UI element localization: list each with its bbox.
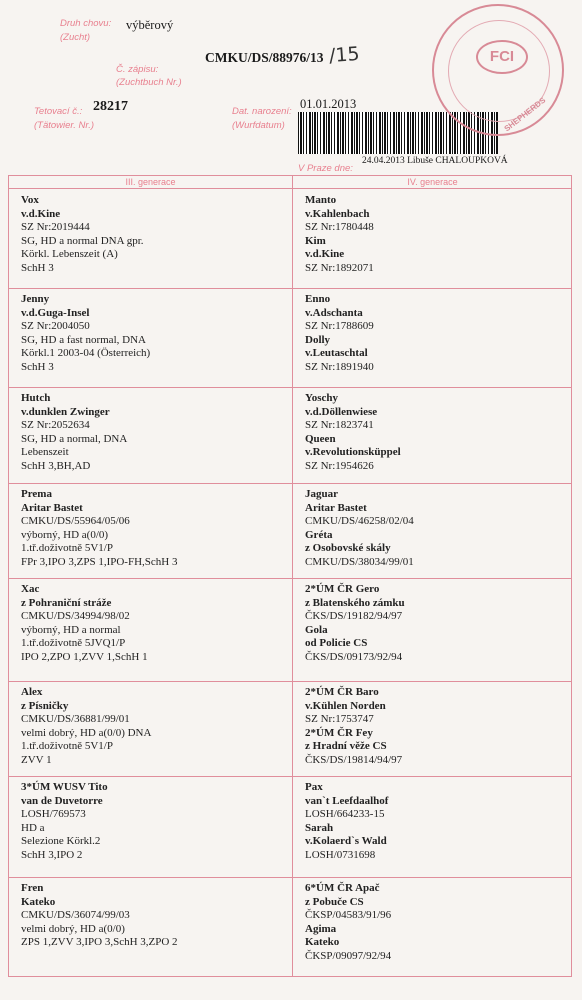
column-divider	[292, 176, 293, 976]
ancestor-name: v.Kahlenbach	[305, 207, 370, 220]
ancestor-name: Kim	[305, 234, 326, 247]
zapis-label-de: (Zuchtbuch Nr.)	[116, 77, 182, 88]
ancestor-name: Gola	[305, 623, 328, 636]
ancestor-detail: SG, HD a normal DNA gpr.	[21, 234, 144, 247]
row-divider	[9, 578, 571, 579]
ancestor-detail: CMKU/DS/36881/99/01	[21, 713, 130, 726]
third-gen-ancestor-cell	[21, 781, 108, 863]
row-divider	[9, 877, 571, 878]
ancestor-name: Pax	[305, 781, 323, 793]
ancestor-name: od Policie CS	[305, 637, 368, 650]
ancestor-detail: SZ Nr:1753747	[305, 713, 374, 726]
ancestor-detail: SZ Nr:1891940	[305, 360, 374, 373]
third-gen-ancestor-cell	[21, 194, 144, 276]
ancestor-detail: SG, HD a fast normal, DNA	[21, 333, 146, 346]
ancestor-detail: LOSH/0731698	[305, 848, 376, 861]
ancestor-detail: SZ Nr:1823741	[305, 419, 374, 432]
tetovaci-value: 28217	[93, 99, 128, 114]
ancestor-detail: SchH 3,BH,AD	[21, 459, 91, 472]
third-gen-ancestor-cell	[21, 686, 151, 768]
ancestor-name: v.Adschanta	[305, 306, 363, 319]
ancestor-name: Prema	[21, 488, 52, 500]
ancestor-detail: SZ Nr:1788609	[305, 320, 374, 333]
ancestor-detail: SZ Nr:2019444	[21, 221, 90, 234]
row-divider	[9, 188, 571, 189]
ancestor-name: z Osobovské skály	[305, 542, 391, 555]
fourth-gen-ancestor-cell	[305, 293, 374, 375]
pedigree-grid	[8, 175, 572, 977]
ancestor-name: Dolly	[305, 333, 331, 346]
third-gen-ancestor-cell	[21, 882, 178, 950]
druh-value: výběrový	[126, 18, 174, 32]
ancestor-detail: LOSH/769573	[21, 808, 86, 821]
ancestor-detail: SchH 3,IPO 2	[21, 848, 83, 861]
ancestor-name: Kateko	[305, 936, 340, 949]
ancestor-detail: ČKS/DS/19814/94/97	[305, 753, 403, 766]
ancestor-name: v.d.Döllenwiese	[305, 405, 378, 418]
ancestor-detail: SchH 3	[21, 261, 54, 274]
row-divider	[9, 387, 571, 388]
ancestor-detail: SZ Nr:1954626	[305, 459, 374, 472]
druh-label: Druh chovu:	[60, 18, 112, 29]
ancestor-detail: Körkl.1 2003-04 (Österreich)	[21, 347, 151, 360]
ancestor-detail: Körkl. Lebenszeit (A)	[21, 248, 118, 261]
ancestor-name: van de Duvetorre	[21, 794, 103, 807]
ancestor-detail: ČKSP/04583/91/96	[305, 909, 392, 922]
ancestor-detail: CMKU/DS/55964/05/06	[21, 515, 130, 528]
zapis-label: Č. zápisu:	[116, 64, 159, 75]
ancestor-name: z Písničky	[21, 699, 69, 712]
tetovaci-label-de: (Tätowier. Nr.)	[34, 120, 94, 131]
ancestor-name: Sarah	[305, 821, 334, 834]
ancestor-detail: SZ Nr:1892071	[305, 261, 374, 274]
ancestor-detail: ZVV 1	[21, 753, 52, 766]
ancestor-detail: ZPS 1,ZVV 3,IPO 3,SchH 3,ZPO 2	[21, 936, 178, 949]
ancestor-name: Gréta	[305, 528, 333, 541]
ancestor-detail: velmi dobrý, HD a(0/0)	[21, 922, 125, 935]
fourth-gen-ancestor-cell	[305, 488, 414, 570]
fci-logo: FCI	[476, 40, 528, 74]
ancestor-name: v.d.Kine	[21, 207, 61, 220]
ancestor-name: Aritar Bastet	[21, 501, 83, 514]
ancestor-name: Enno	[305, 293, 331, 305]
ancestor-detail: 1.tř.doživotně 5V1/P	[21, 740, 113, 753]
ancestor-detail: Selezione Körkl.2	[21, 835, 101, 848]
ancestor-detail: velmi dobrý, HD a(0/0) DNA	[21, 726, 152, 739]
ancestor-detail: CMKU/DS/46258/02/04	[305, 515, 414, 528]
ancestor-name: v.d.Kine	[305, 248, 345, 261]
ancestor-detail: HD a	[21, 821, 45, 834]
ancestor-name: Fren	[21, 882, 44, 894]
ancestor-name: v.Kolaerd`s Wald	[305, 835, 387, 848]
third-gen-ancestor-cell	[21, 293, 150, 375]
ancestor-name: Aritar Bastet	[305, 501, 367, 514]
row-divider	[9, 681, 571, 682]
fourth-gen-ancestor-cell	[305, 882, 391, 964]
ancestor-name: z Blatenského zámku	[305, 596, 405, 609]
ancestor-name: Hutch	[21, 392, 51, 404]
generation-third-header: III. generace	[125, 177, 176, 187]
row-divider	[9, 288, 571, 289]
row-divider	[9, 483, 571, 484]
ancestor-name: z Pobuče CS	[305, 895, 364, 908]
ancestor-detail: CMKU/DS/36074/99/03	[21, 909, 130, 922]
druh-label-de: (Zucht)	[60, 32, 91, 43]
ancestor-name: Xac	[21, 583, 40, 595]
ancestor-name: 2*ÚM ČR Gero	[305, 583, 380, 595]
ancestor-detail: SZ Nr:2052634	[21, 419, 90, 432]
ancestor-detail: SZ Nr:1780448	[305, 221, 374, 234]
seal-side-text: SHEPHERDS	[502, 95, 548, 134]
fourth-gen-ancestor-cell	[305, 686, 402, 768]
ancestor-detail: ČKS/DS/19182/94/97	[305, 610, 403, 623]
ancestor-name: Jaguar	[305, 488, 338, 500]
ancestor-name: 2*ÚM ČR Baro	[305, 686, 379, 698]
ancestor-detail: SG, HD a normal, DNA	[21, 432, 128, 445]
fci-seal	[432, 4, 564, 136]
third-gen-ancestor-cell	[21, 583, 148, 665]
ancestor-name: Yoschy	[305, 392, 339, 404]
fourth-gen-ancestor-cell	[305, 781, 388, 863]
ancestor-name: 6*ÚM ČR Apač	[305, 882, 380, 894]
ancestor-detail: Lebenszeit	[21, 446, 69, 459]
ancestor-detail: SchH 3	[21, 360, 54, 373]
ancestor-detail: 1.tř.doživotně 5JVQ1/P	[21, 637, 126, 650]
ancestor-name: 3*ÚM WUSV Tito	[21, 781, 108, 793]
narozeni-value: 01.01.2013	[300, 97, 357, 111]
generation-fourth-header: IV. generace	[407, 177, 458, 187]
row-divider	[9, 776, 571, 777]
ancestor-name: Vox	[21, 194, 39, 206]
ancestor-detail: FPr 3,IPO 3,ZPS 1,IPO-FH,SchH 3	[21, 555, 178, 568]
ancestor-name: v.dunklen Zwinger	[21, 405, 110, 418]
fourth-gen-ancestor-cell	[305, 583, 405, 665]
ancestor-detail: SZ Nr:2004050	[21, 320, 90, 333]
third-gen-ancestor-cell	[21, 488, 177, 570]
ancestor-name: Kateko	[21, 895, 56, 908]
ancestor-detail: ČKSP/09097/92/94	[305, 949, 392, 962]
ancestor-detail: 1.tř.doživotně 5V1/P	[21, 542, 113, 555]
ancestor-name: v.Kühlen Norden	[305, 699, 386, 712]
ancestor-name: z Hradní věže CS	[305, 740, 387, 753]
ancestor-detail: LOSH/664233-15	[305, 808, 385, 821]
third-gen-ancestor-cell	[21, 392, 127, 474]
zapis-handwritten: /15	[328, 42, 361, 68]
ancestor-detail: CMKU/DS/34994/98/02	[21, 610, 130, 623]
praze-value: 24.04.2013 Libuše CHALOUPKOVÁ	[362, 156, 508, 166]
ancestor-name: v.d.Guga-Insel	[21, 306, 90, 319]
ancestor-name: Alex	[21, 686, 43, 698]
ancestor-detail: výborný, HD a(0/0)	[21, 528, 109, 541]
narozeni-label-de: (Wurfdatum)	[232, 120, 285, 131]
fourth-gen-ancestor-cell	[305, 392, 401, 474]
ancestor-name: Jenny	[21, 293, 50, 305]
ancestor-detail: výborný, HD a normal	[21, 623, 121, 636]
ancestor-name: Manto	[305, 194, 337, 206]
zapis-value: CMKU/DS/88976/13	[205, 50, 324, 65]
ancestor-name: van`t Leefdaalhof	[305, 794, 389, 807]
narozeni-label: Dat. narození:	[232, 106, 292, 117]
tetovaci-label: Tetovací č.:	[34, 106, 83, 117]
ancestor-detail: CMKU/DS/38034/99/01	[305, 555, 414, 568]
praze-label: V Praze dne:	[298, 163, 353, 174]
ancestor-name: z Pohraniční stráže	[21, 596, 112, 609]
ancestor-name: Agima	[305, 922, 337, 935]
ancestor-name: v.Leutaschtal	[305, 347, 368, 360]
ancestor-detail: ČKS/DS/09173/92/94	[305, 650, 403, 663]
fourth-gen-ancestor-cell	[305, 194, 374, 276]
ancestor-name: v.Revolutionsküppel	[305, 446, 401, 459]
ancestor-name: Queen	[305, 432, 336, 445]
ancestor-name: 2*ÚM ČR Fey	[305, 726, 373, 739]
ancestor-detail: IPO 2,ZPO 1,ZVV 1,SchH 1	[21, 650, 148, 663]
